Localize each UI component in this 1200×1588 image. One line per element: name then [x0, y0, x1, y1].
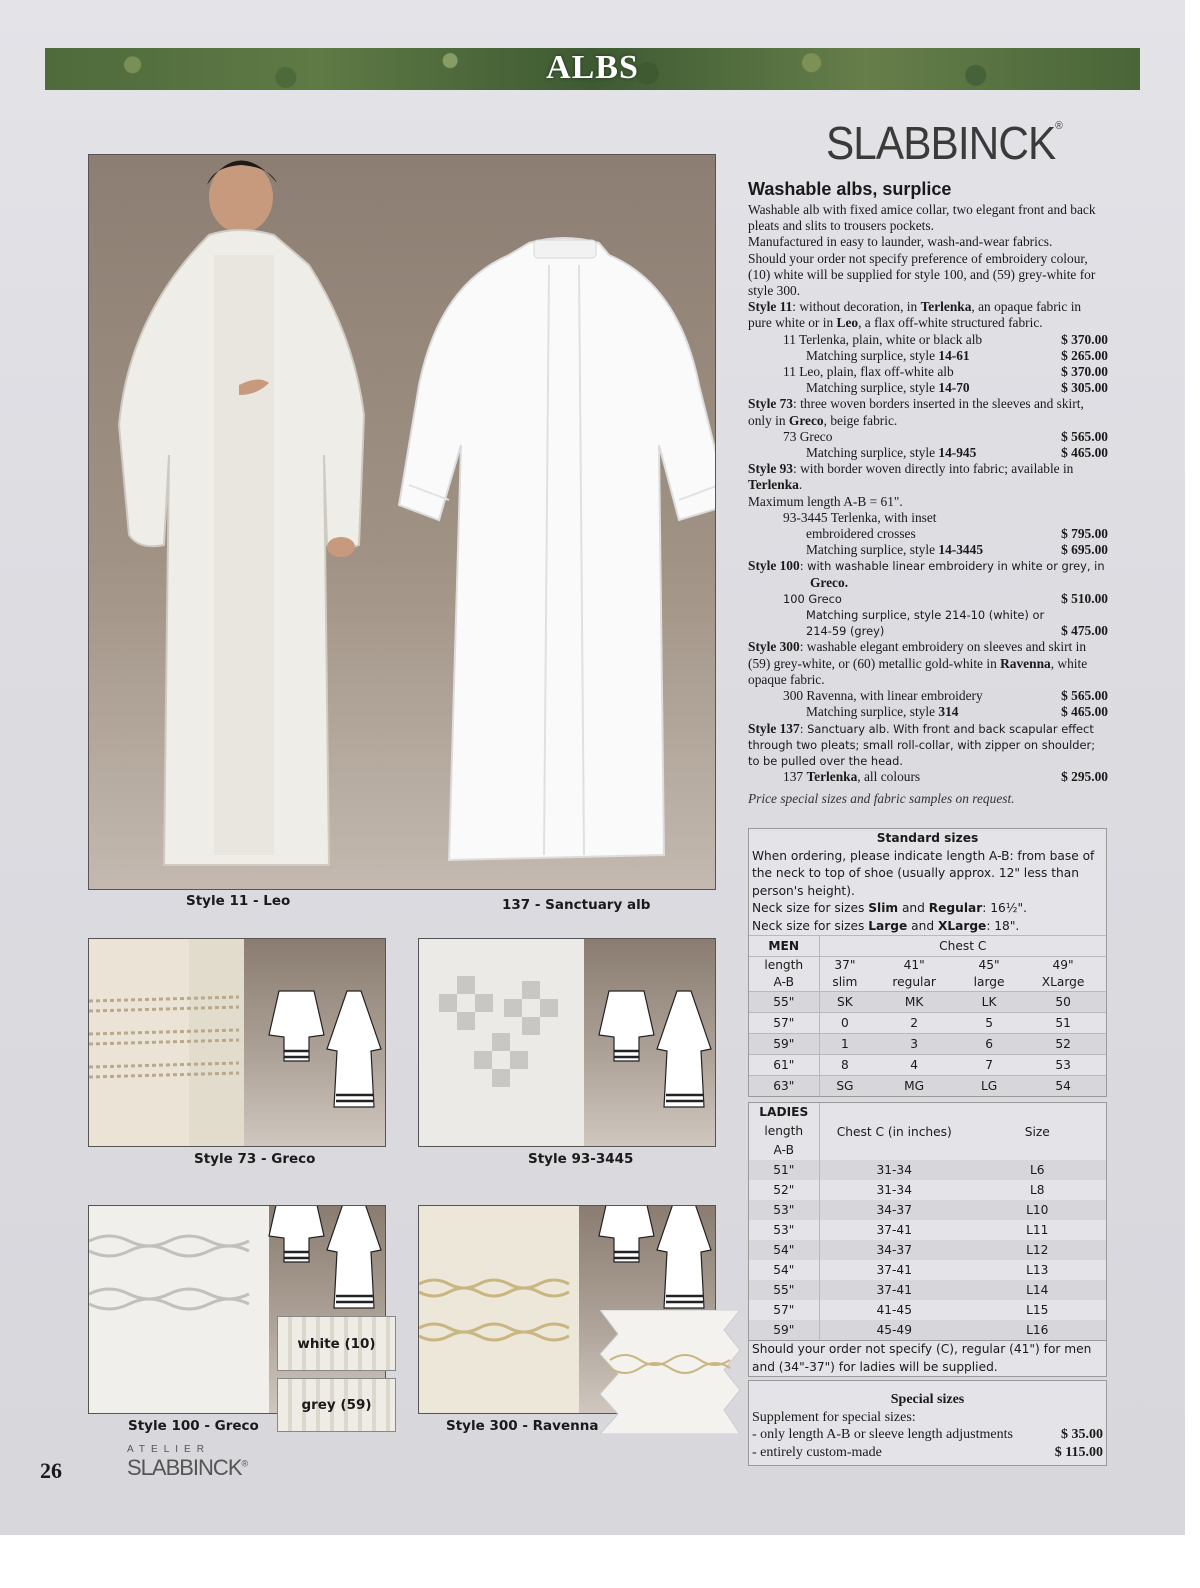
ladies-size-table	[749, 1103, 1106, 1340]
header-banner	[45, 48, 1140, 90]
price-row: 11 Leo, plain, flax off-white alb $ 370.00	[783, 364, 1108, 380]
photo-style-73	[88, 938, 386, 1147]
price-row: Matching surplice, style 14-61 $ 265.00	[806, 347, 1108, 363]
intro-text: Washable alb with fixed amice collar, two elegant front and back pleats and slits to trousers pockets.	[748, 202, 1096, 234]
swatch-grey: grey (59)	[277, 1378, 396, 1432]
standard-sizes-title: Standard sizes	[876, 831, 979, 845]
table-row: 53" 37-41 L11	[749, 1220, 1106, 1240]
intro-text-3: Should your order not specify preference of embroidery colour, (10) white will be supplied for style 100, and (59) grey-white for style 300.	[748, 250, 1096, 299]
style-93-description: Style 93: with border woven directly into fabric; available in Terlenka.	[748, 461, 1074, 493]
ladies-sizes-box	[748, 1102, 1107, 1377]
price-row: 11 Terlenka, plain, white or black alb $ 370.00	[783, 331, 1108, 347]
special-size-row: - only length A-B or sleeve length adjustments $ 35.00	[752, 1427, 1103, 1442]
caption-style-300: Style 300 - Ravenna	[446, 1418, 599, 1434]
intro-text-2: Manufactured in easy to launder, wash-and-wear fabrics.	[748, 234, 1053, 250]
price-row: 73 Greco $ 565.00	[783, 428, 1108, 444]
swatch-white: white (10)	[277, 1316, 396, 1371]
column-header: 41" regular	[870, 957, 958, 992]
column-header: Size	[1024, 1124, 1050, 1139]
chest-label: Chest C	[819, 936, 1106, 957]
table-row: 52" 31-34 L8	[749, 1180, 1106, 1200]
table-row: 57" 0 2 5 51	[749, 1013, 1106, 1034]
men-label: MEN	[749, 936, 819, 957]
column-header: 49" XLarge	[1020, 957, 1106, 992]
men-header-row	[749, 957, 1106, 992]
special-sizes-title: Special sizes	[890, 1392, 965, 1407]
neck-size-large-xlarge: Neck size for sizes Large and XLarge: 18".	[752, 918, 1020, 933]
page-number: 26	[40, 1458, 62, 1483]
price-row: 300 Ravenna, with linear embroidery $ 565.00	[783, 688, 1108, 704]
table-row: 55" 37-41 L14	[749, 1280, 1106, 1300]
style-93-max-length: Maximum length A-B = 61".	[748, 493, 903, 509]
table-row: 53" 34-37 L10	[749, 1200, 1106, 1220]
section-heading: Washable albs, surplice	[748, 179, 952, 199]
alb-figures-illustration	[89, 155, 715, 889]
price-row: Matching surplice, style 14-3445 $ 695.00	[806, 542, 1108, 558]
table-row: 57" 41-45 L15	[749, 1300, 1106, 1320]
table-row: 54" 34-37 L12	[749, 1240, 1106, 1260]
style-73-description: Style 73: three woven borders inserted in the sleeves and skirt, only in Greco, beige fabric.	[748, 396, 1084, 428]
special-size-row: - entirely custom-made $ 115.00	[752, 1444, 1103, 1460]
column-header: 37" slim	[819, 957, 870, 992]
description-column	[748, 178, 1108, 808]
ladies-note: Should your order not specify (C), regular (41") for men and (34"-37") for ladies will be supplied.	[749, 1340, 1106, 1376]
price-row: 93-3445 Terlenka, with inset	[783, 509, 937, 525]
price-row: 137 Terlenka, all colours $ 295.00	[783, 769, 1108, 785]
price-row: 214-59 (grey) $ 475.00	[806, 623, 1108, 639]
caption-style-93: Style 93-3445	[528, 1151, 634, 1167]
style-300-description: Style 300: washable elegant embroidery on sleeves and skirt in (59) grey-white, or (60) metallic gold-white in Ravenna, white opaque fabric.	[748, 639, 1088, 687]
ladies-header-row: LADIES length A-B Chest C (in inches) Size	[749, 1103, 1106, 1160]
price-row: embroidered crosses $ 795.00	[806, 526, 1108, 542]
brand-logo: SLABBINCK®	[826, 117, 1062, 169]
style-11-description: Style 11: without decoration, in Terlenka, an opaque fabric in pure white or in Leo, a flax off-white structured fabric.	[748, 299, 1082, 331]
price-note: Price special sizes and fabric samples on request.	[748, 791, 1015, 807]
neck-size-slim-regular: Neck size for sizes Slim and Regular: 16½".	[752, 901, 1028, 915]
price-row: Matching surplice, style 14-70 $ 305.00	[806, 380, 1108, 396]
atelier-logo: ATELIER SLABBINCK®	[127, 1444, 248, 1480]
ladies-label: LADIES	[759, 1105, 809, 1119]
price-row: Matching surplice, style 314 $ 465.00	[806, 704, 1108, 720]
standard-sizes-text: When ordering, please indicate length A-B: from base of the neck to top of shoe (usually approx. 12" less than person's height).	[752, 848, 1095, 898]
column-header: length A-B	[749, 957, 819, 992]
special-sizes-intro: Supplement for special sizes:	[752, 1409, 916, 1425]
table-row: 59" 45-49 L16	[749, 1320, 1106, 1340]
caption-style-137: 137 - Sanctuary alb	[502, 897, 651, 913]
photo-style-93	[418, 938, 716, 1147]
table-row: 63" SG MG LG 54	[749, 1076, 1106, 1097]
special-sizes-box	[748, 1380, 1107, 1466]
price-row: 100 Greco $ 510.00	[783, 590, 1108, 606]
table-row: 51" 31-34 L6	[749, 1160, 1106, 1180]
caption-style-73: Style 73 - Greco	[194, 1151, 316, 1167]
price-row: Matching surplice, style 14-945 $ 465.00	[806, 445, 1108, 461]
column-header: Chest C (in inches)	[836, 1124, 952, 1139]
style-100-description: Style 100: with washable linear embroidery in white or grey, in Greco.	[748, 558, 1105, 590]
price-row: Matching surplice, style 214-10 (white) or	[806, 608, 1045, 623]
style-93-detail-illustration	[419, 939, 715, 1146]
main-photo	[88, 154, 716, 890]
page-title: ALBS	[546, 49, 639, 86]
style-137-description: Style 137: Sanctuary alb. With front and back scapular effect through two pleats; small roll-collar, with zipper on shoulder; to be pulled over the head.	[748, 720, 1096, 768]
men-size-table	[749, 935, 1106, 1096]
table-row: 54" 37-41 L13	[749, 1260, 1106, 1280]
column-header: 45" large	[958, 957, 1020, 992]
table-row: 55" SK MK LK 50	[749, 992, 1106, 1013]
table-row: 59" 1 3 6 52	[749, 1034, 1106, 1055]
caption-style-100: Style 100 - Greco	[128, 1418, 259, 1434]
standard-sizes-box	[748, 828, 1107, 1097]
caption-style-11: Style 11 - Leo	[186, 893, 291, 909]
style-300-fabric-sample	[600, 1310, 740, 1434]
style-73-detail-illustration	[89, 939, 385, 1146]
table-row: 61" 8 4 7 53	[749, 1055, 1106, 1076]
